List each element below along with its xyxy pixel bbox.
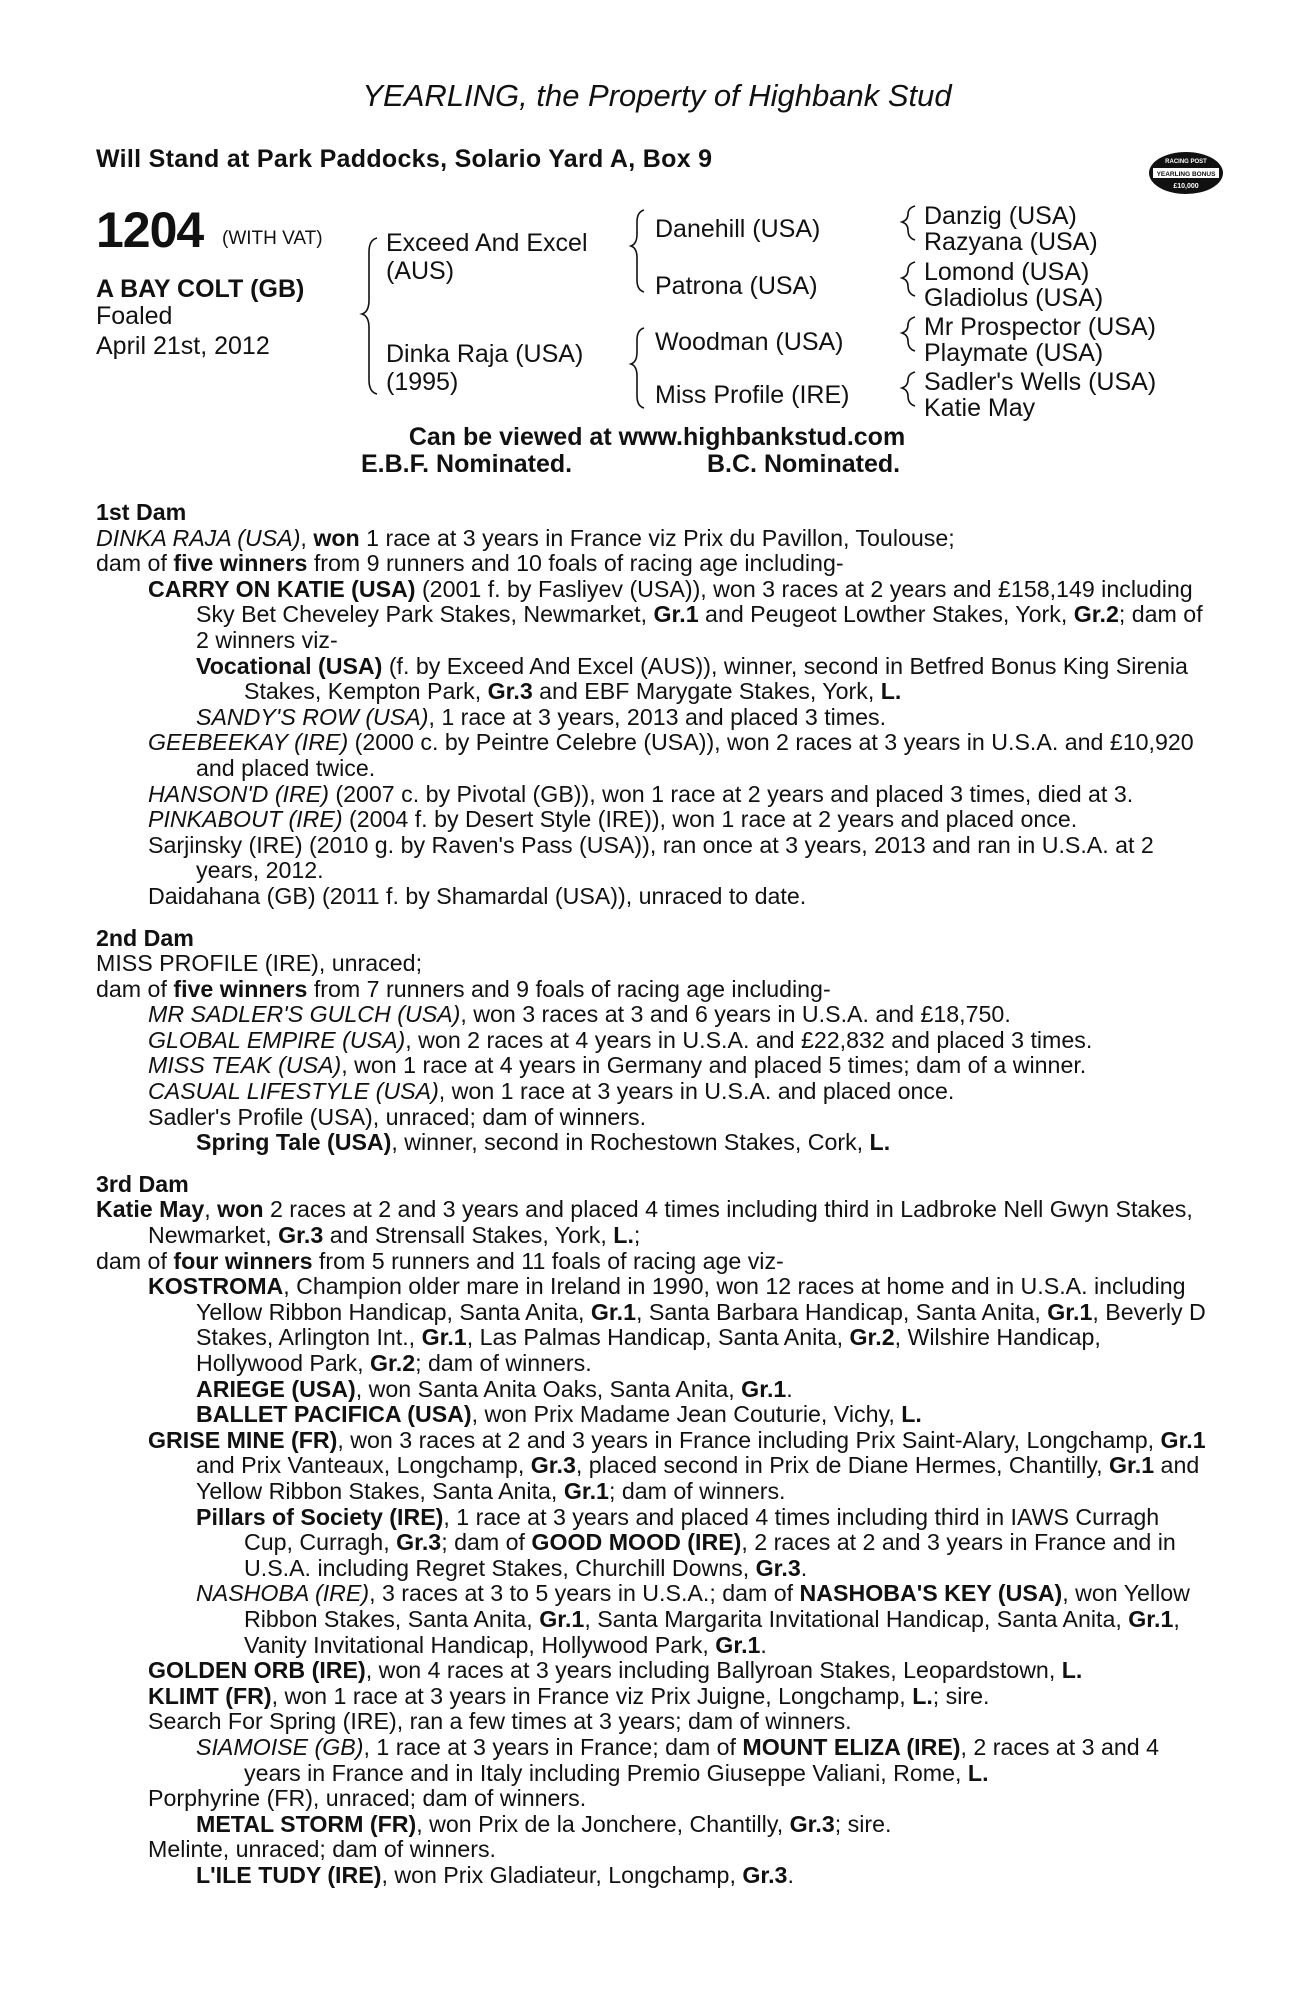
produce-entry: Sarjinsky (IRE) (2010 g. by Raven's Pass (USA)), ran once at 3 years, 2013 and ran in U.S.A. at 2 years, 2012.	[148, 831, 1154, 884]
third-dam-heading: 3rd Dam	[96, 1170, 189, 1197]
vat-label: (WITH VAT)	[222, 228, 323, 249]
pedigree-sss: Danzig (USA)	[924, 202, 1077, 230]
produce-entry: CASUAL LIFESTYLE (USA), won 1 race at 3 years in U.S.A. and placed once.	[148, 1078, 955, 1105]
pedigree-ssd: Razyana (USA)	[924, 228, 1098, 256]
page-title: YEARLING, the Property of Highbank Stud	[362, 78, 952, 113]
first-dam-section	[96, 500, 1206, 910]
stand-location: Will Stand at Park Paddocks, Solario Yard A, Box 9	[96, 145, 713, 173]
catalogue-body	[96, 500, 1206, 1888]
produce-entry: KLIMT (FR), won 1 race at 3 years in France viz Prix Juigne, Longchamp, L.; sire.	[148, 1682, 990, 1709]
lot-description: A BAY COLT (GB)	[96, 275, 305, 303]
pedigree-dds: Sadler's Wells (USA)	[924, 368, 1157, 396]
viewing-website: Can be viewed at www.highbankstud.com	[408, 423, 906, 451]
produce-entry: GLOBAL EMPIRE (USA), won 2 races at 4 years in U.S.A. and £22,832 and placed 3 times.	[148, 1026, 1093, 1053]
produce-entry: Daidahana (GB) (2011 f. by Shamardal (USA)), unraced to date.	[148, 882, 807, 909]
pedigree-dam-year: (1995)	[386, 368, 459, 396]
produce-entry: BALLET PACIFICA (USA), won Prix Madame Jean Couturie, Vichy, L.	[196, 1401, 922, 1428]
produce-entry: Porphyrine (FR), unraced; dam of winners.	[148, 1785, 587, 1812]
produce-entry: Melinte, unraced; dam of winners.	[148, 1836, 496, 1863]
produce-entry: MISS TEAK (USA), won 1 race at 4 years in Germany and placed 5 times; dam of a winner.	[148, 1052, 1087, 1079]
pedigree-ddd: Katie May	[924, 394, 1036, 422]
pedigree-sdd: Gladiolus (USA)	[924, 284, 1104, 312]
produce-entry: CARRY ON KATIE (USA) (2001 f. by Fasliyev (USA)), won 3 races at 2 years and £158,149 including Sky Bet Cheveley Park Stakes, Newmarket, Gr.1 and Peugeot Lowther Stakes, York, Gr.2; dam of 2 winners viz-	[148, 575, 1203, 653]
badge-top-text: RACING POST	[1165, 159, 1207, 165]
produce-entry: L'ILE TUDY (IRE), won Prix Gladiateur, Longchamp, Gr.3.	[196, 1861, 794, 1888]
first-dam-line: DINKA RAJA (USA), won 1 race at 3 years in France viz Prix du Pavillon, Toulouse;	[96, 524, 955, 551]
second-dam-section	[96, 926, 1206, 1156]
pedigree-dss: Mr Prospector (USA)	[924, 313, 1156, 341]
second-dam-line: MISS PROFILE (IRE), unraced;	[96, 950, 423, 977]
produce-entry: NASHOBA (IRE), 3 races at 3 to 5 years in U.S.A.; dam of NASHOBA'S KEY (USA), won Yellow Ribbon Stakes, Santa Anita, Gr.1, Santa Margarita Invitational Handicap, Santa Anita, Gr.1, Vanity Invitational Handicap, Hollywood Park, Gr.1.	[196, 1580, 1190, 1658]
pedigree-sire-origin: (AUS)	[386, 257, 455, 285]
pedigree-dsd: Playmate (USA)	[924, 339, 1104, 367]
produce-entry: Sadler's Profile (USA), unraced; dam of winners.	[148, 1103, 647, 1130]
first-dam-produce-line: dam of five winners from 9 runners and 10 foals of racing age including-	[96, 550, 844, 577]
produce-entry: MR SADLER'S GULCH (USA), won 3 races at 3 and 6 years in U.S.A. and £18,750.	[148, 1001, 1011, 1028]
third-dam-line: Katie May, won 2 races at 2 and 3 years and placed 4 times including third in Ladbroke Nell Gwyn Stakes, Newmarket, Gr.3 and Strensall Stakes, York, L.;	[96, 1196, 1193, 1249]
produce-entry: SIAMOISE (GB), 1 race at 3 years in France; dam of MOUNT ELIZA (IRE), 2 races at 3 and 4 years in France and in Italy including Premio Giuseppe Valiani, Rome, L.	[196, 1733, 1160, 1786]
badge-amount-text: £10,000	[1173, 183, 1199, 190]
first-dam-heading: 1st Dam	[96, 499, 187, 525]
second-dam-heading: 2nd Dam	[96, 924, 194, 951]
produce-entry: ARIEGE (USA), won Santa Anita Oaks, Santa Anita, Gr.1.	[196, 1375, 793, 1402]
produce-entry: GOLDEN ORB (IRE), won 4 races at 3 years including Ballyroan Stakes, Leopardstown, L.	[148, 1657, 1083, 1684]
produce-entry: SANDY'S ROW (USA), 1 race at 3 years, 2013 and placed 3 times.	[196, 703, 887, 730]
lot-number: 1204	[96, 202, 204, 258]
produce-entry: HANSON'D (IRE) (2007 c. by Pivotal (GB)), won 1 race at 2 years and placed 3 times, died at 3.	[148, 780, 1134, 807]
produce-entry: Vocational (USA) (f. by Exceed And Excel (AUS)), winner, second in Betfred Bonus King Sirenia Stakes, Kempton Park, Gr.3 and EBF Marygate Stakes, York, L.	[196, 652, 1188, 705]
third-dam-produce-line: dam of four winners from 5 runners and 11 foals of racing age viz-	[96, 1247, 784, 1274]
produce-entry: GRISE MINE (FR), won 3 races at 2 and 3 years in France including Prix Saint-Alary, Longchamp, Gr.1 and Prix Vanteaux, Longchamp, Gr.3, placed second in Prix de Diane Hermes, Chantilly, Gr.1 and Yellow Ribbon Stakes, Santa Anita, Gr.1; dam of winners.	[148, 1426, 1206, 1504]
third-dam-section	[96, 1172, 1206, 1889]
pedigree-sds: Lomond (USA)	[924, 258, 1090, 286]
badge-mid-text: YEARLING BONUS	[1156, 171, 1216, 178]
produce-entry: PINKABOUT (IRE) (2004 f. by Desert Style (IRE)), won 1 race at 2 years and placed once.	[148, 806, 1078, 833]
pedigree-sire-dam: Patrona (USA)	[655, 272, 818, 300]
produce-entry: METAL STORM (FR), won Prix de la Jonchere, Chantilly, Gr.3; sire.	[196, 1810, 892, 1837]
bc-nominated: B.C. Nominated.	[707, 450, 901, 478]
pedigree-dam: Dinka Raja (USA)	[386, 340, 584, 368]
pedigree-sire-sire: Danehill (USA)	[655, 215, 821, 243]
second-dam-produce-line: dam of five winners from 7 runners and 9 foals of racing age including-	[96, 975, 831, 1002]
foaled-label: Foaled	[96, 302, 173, 330]
pedigree-dam-dam: Miss Profile (IRE)	[655, 381, 850, 409]
foaled-date: April 21st, 2012	[96, 332, 270, 360]
pedigree-dam-sire: Woodman (USA)	[655, 328, 844, 356]
produce-entry: Search For Spring (IRE), ran a few times at 3 years; dam of winners.	[148, 1708, 852, 1735]
pedigree-sire: Exceed And Excel	[386, 229, 588, 257]
produce-entry: KOSTROMA, Champion older mare in Ireland in 1990, won 12 races at home and in U.S.A. including Yellow Ribbon Handicap, Santa Anita, Gr.1, Santa Barbara Handicap, Santa Anita, Gr.1, Beverly D Stakes, Arlington Int., Gr.1, Las Palmas Handicap, Santa Anita, Gr.2, Wilshire Handicap, Hollywood Park, Gr.2; dam of winners.	[148, 1273, 1206, 1376]
ebf-nominated: E.B.F. Nominated.	[361, 450, 573, 478]
produce-entry: GEEBEEKAY (IRE) (2000 c. by Peintre Celebre (USA)), won 2 races at 3 years in U.S.A. and £10,920 and placed twice.	[148, 729, 1194, 781]
produce-entry: Pillars of Society (IRE), 1 race at 3 years and placed 4 times including third in IAWS Curragh Cup, Curragh, Gr.3; dam of GOOD MOOD (IRE), 2 races at 2 and 3 years in France and in U.S.A. including Regret Stakes, Churchill Downs, Gr.3.	[196, 1503, 1176, 1581]
produce-entry: Spring Tale (USA), winner, second in Rochestown Stakes, Cork, L.	[196, 1129, 891, 1156]
